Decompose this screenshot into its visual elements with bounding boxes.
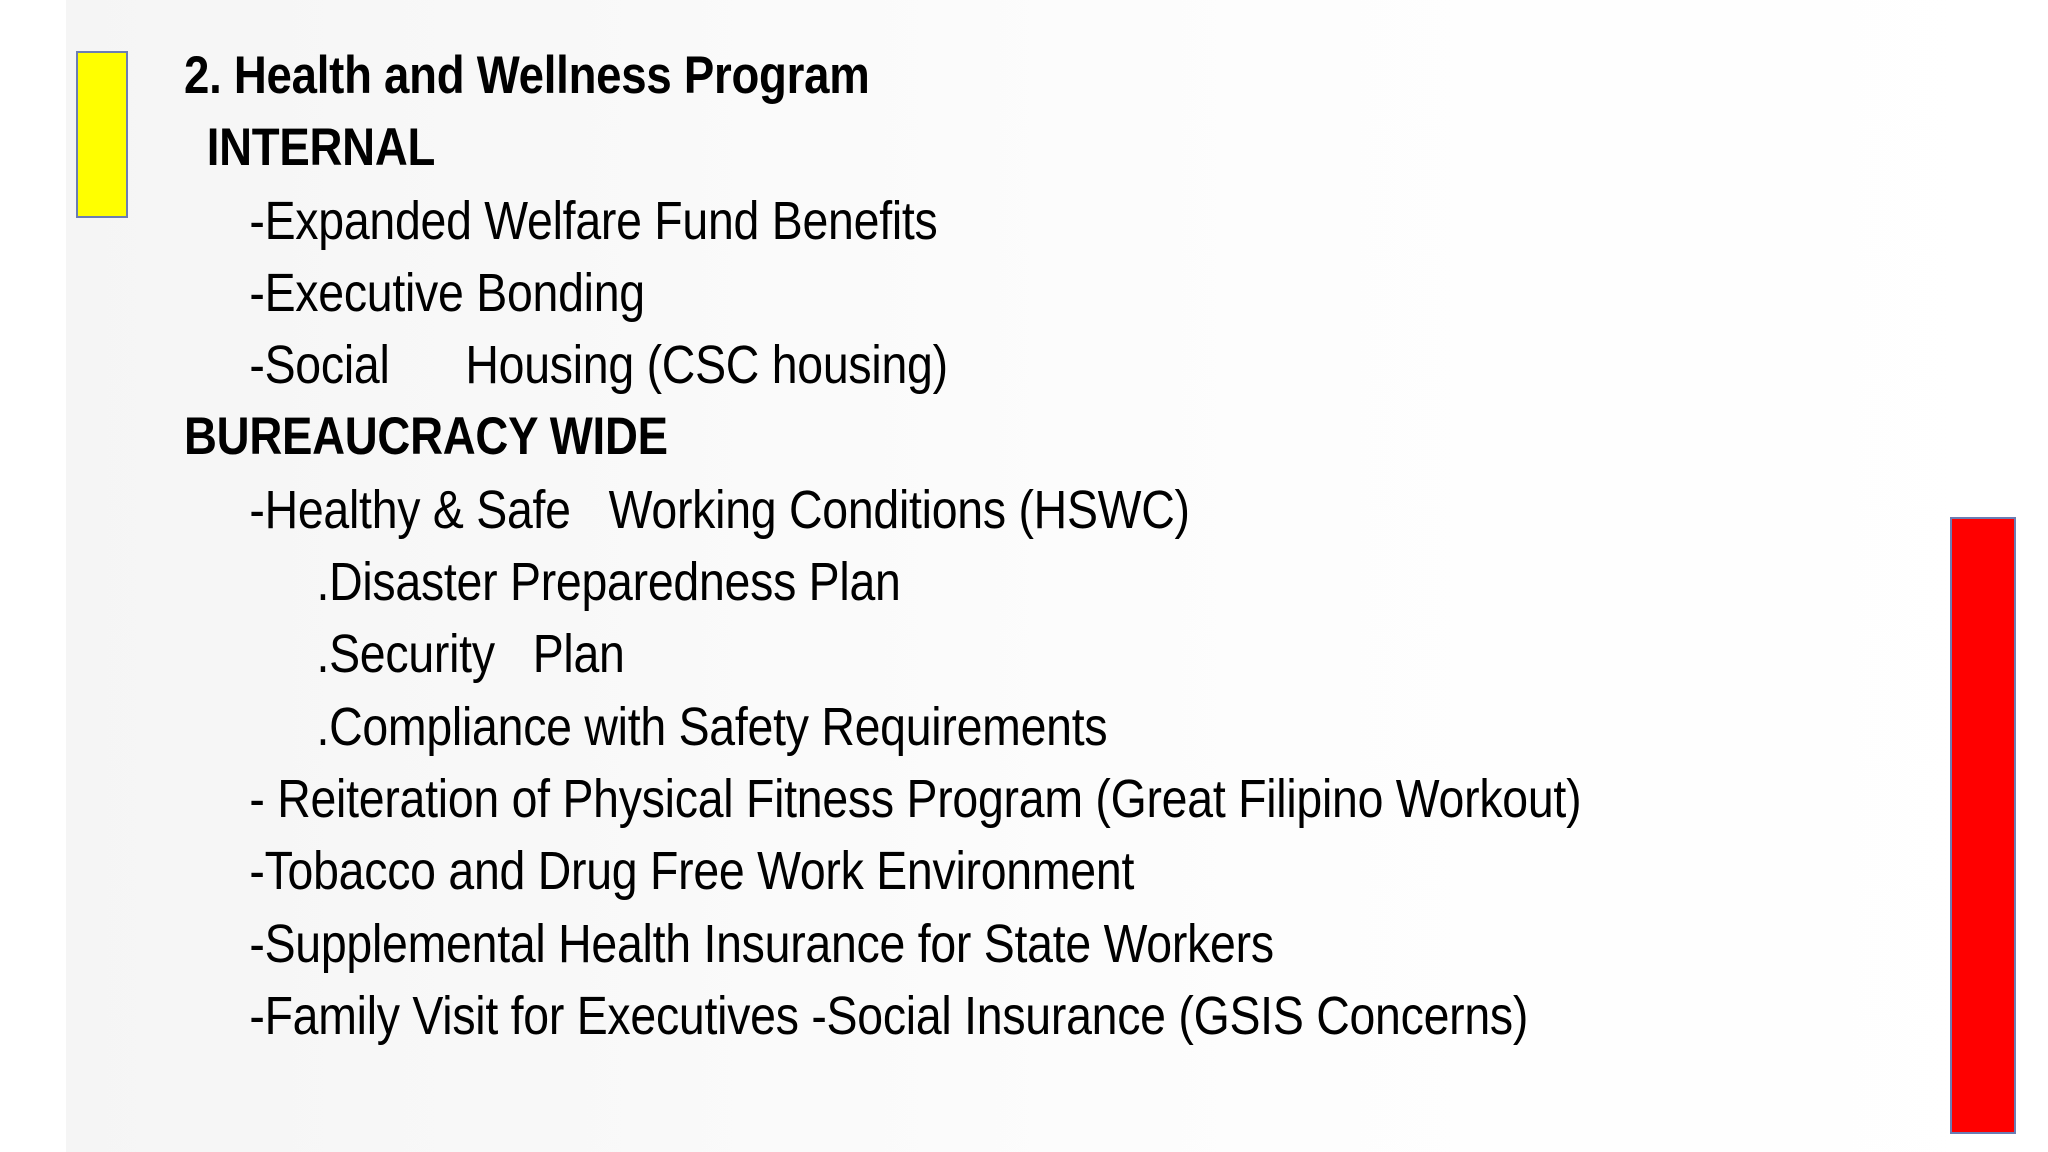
sub-list-item: .Disaster Preparedness Plan (316, 552, 901, 613)
sub-list-item: .Compliance with Safety Requirements (316, 696, 1108, 757)
yellow-accent-bar (76, 51, 128, 218)
list-item: -Tobacco and Drug Free Work Environment (249, 841, 1135, 902)
section-heading-internal: INTERNAL (194, 118, 436, 178)
list-item: -Supplemental Health Insurance for State Workers (249, 913, 1274, 974)
slide-content-list (184, 40, 1809, 1052)
list-item: -Expanded Welfare Fund Benefits (249, 190, 938, 251)
list-item: -Executive Bonding (249, 262, 645, 323)
red-accent-bar (1950, 517, 2016, 1134)
section-heading-bureaucracy-wide: BUREAUCRACY WIDE (184, 407, 668, 467)
list-item: -Family Visit for Executives -Social Insurance (GSIS Concerns) (249, 985, 1529, 1046)
list-item: -Healthy & Safe Working Conditions (HSWC) (249, 479, 1190, 540)
list-item: -Social Housing (CSC housing) (249, 335, 948, 396)
slide-title: 2. Health and Wellness Program (184, 46, 870, 105)
list-item: - Reiteration of Physical Fitness Program (Great Filipino Workout) (249, 768, 1582, 829)
sub-list-item: .Security Plan (316, 624, 625, 685)
